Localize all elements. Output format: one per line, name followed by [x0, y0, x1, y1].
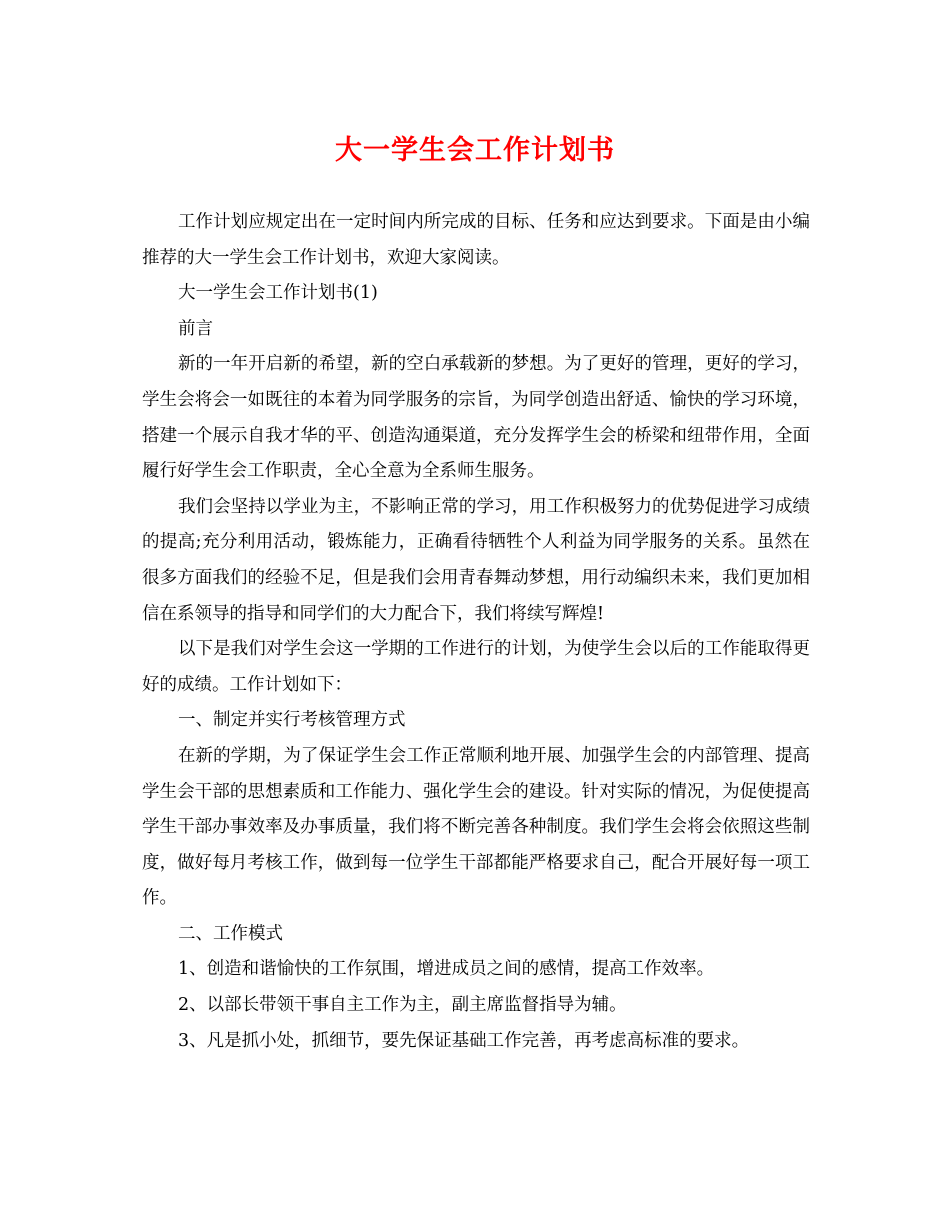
paragraph-preface-1: 新的一年开启新的希望，新的空白承载新的梦想。为了更好的管理，更好的学习，学生会将会一如既往的本着为同学服务的宗旨，为同学创造出舒适、愉快的学习环境，搭建一个展示自我才华的平、创造沟通渠道，充分发挥学生会的桥梁和纽带作用，全面履行好学生会工作职责，全心全意为全系师生服务。	[142, 354, 810, 482]
document-title: 大一学生会工作计划书	[335, 135, 615, 166]
section-heading-2: 二、工作模式	[178, 923, 283, 944]
paragraph-plan-intro: 以下是我们对学生会这一学期的工作进行的计划，为使学生会以后的工作能取得更好的成绩。工作计划如下：	[142, 639, 810, 695]
paragraph-section-1: 在新的学期，为了保证学生会工作正常顺利地开展、加强学生会的内部管理、提高学生会干部的思想素质和工作能力、强化学生会的建设。针对实际的情况，为促使提高学生干部办事效率及办事质量，我们将不断完善各种制度。我们学生会将会依照这些制度，做好每月考核工作，做到每一位学生干部都能严格要求自己，配合开展好每一项工作。	[142, 745, 810, 909]
paragraph-preface-heading: 前言	[178, 318, 213, 339]
document-body	[142, 205, 810, 1059]
paragraph-subtitle: 大一学生会工作计划书(1)	[178, 283, 378, 304]
paragraph-preface-2: 我们会坚持以学业为主，不影响正常的学习，用工作积极努力的优势促进学习成绩的提高;充分利用活动，锻炼能力，正确看待牺牲个人利益为同学服务的关系。虽然在很多方面我们的经验不足，但是我们会用青春舞动梦想，用行动编织未来，我们更加相信在系领导的指导和同学们的大力配合下，我们将续写辉煌!	[142, 496, 810, 624]
paragraph-intro: 工作计划应规定出在一定时间内所完成的目标、任务和应达到要求。下面是由小编推荐的大一学生会工作计划书，欢迎大家阅读。	[142, 212, 810, 268]
list-item-1: 1、创造和谐愉快的工作氛围，增进成员之间的感情，提高工作效率。	[178, 959, 715, 980]
section-heading-1: 一、制定并实行考核管理方式	[178, 710, 406, 731]
list-item-2: 2、以部长带领干事自主工作为主，副主席监督指导为辅。	[178, 995, 627, 1016]
list-item-3: 3、凡是抓小处，抓细节，要先保证基础工作完善，再考虑高标准的要求。	[178, 1030, 750, 1051]
